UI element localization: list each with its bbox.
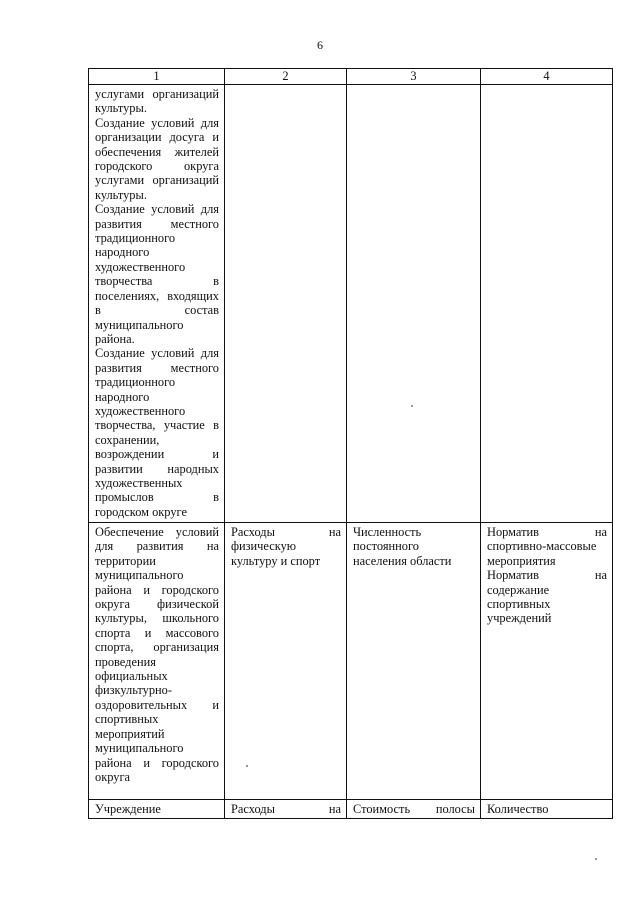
cost-cell: [347, 800, 481, 819]
scan-speck: [411, 405, 413, 407]
header-col-3: 3: [347, 69, 481, 85]
cell-text: полосы: [435, 802, 475, 816]
scan-speck: [595, 858, 597, 860]
page-number: 6: [317, 38, 323, 52]
culture-powers-cell: [89, 85, 225, 523]
cell-text: на: [328, 802, 341, 816]
table-header-row: [89, 69, 613, 85]
scan-speck: [246, 765, 248, 767]
paragraph: Норматив на спортивно-массовые мероприятия: [487, 525, 607, 568]
sport-norms-cell: [481, 523, 613, 800]
empty-cell: [481, 85, 613, 523]
cell-text: Стоимость: [353, 802, 411, 816]
population-indicator-cell: Численность постоянного населения области: [347, 523, 481, 800]
table-row: [89, 800, 613, 819]
empty-cell: [347, 85, 481, 523]
quantity-cell: Количество: [481, 800, 613, 819]
paragraph: Создание условий для организации досуга и обеспечения жителей городского округа услугами организаций культуры.: [95, 115, 219, 202]
paragraph: Создание условий для развития местного традиционного народного художественного творчества в поселениях, входящих в состав муниципального района.: [95, 202, 219, 346]
table-row: [89, 523, 613, 800]
empty-cell: [225, 85, 347, 523]
institution-cell: Учреждение: [89, 800, 225, 819]
paragraph: Создание условий для развития местного традиционного народного художественного творчества, участие в сохранении, возрождении и развитии народных художественных промыслов в городском округе: [95, 346, 219, 519]
sport-expenses-cell: Расходы на физическую культуру и спорт: [225, 523, 347, 800]
sport-powers-cell: Обеспечение условий для развития на территории муниципального района и городского округа физической культуры, школьного спорта и массового спорта, организация проведения официальных физкультурно-оздоровительных и спортивных мероприятий муниципального района и городского округа: [89, 523, 225, 800]
header-col-2: 2: [225, 69, 347, 85]
cell-text: Расходы: [231, 802, 275, 816]
header-col-1: 1: [89, 69, 225, 85]
paragraph: Норматив на содержание спортивных учреждений: [487, 568, 607, 626]
table-row: [89, 85, 613, 523]
paragraph: услугами организаций культуры.: [95, 87, 219, 116]
header-col-4: 4: [481, 69, 613, 85]
budget-table: [88, 68, 613, 819]
expenses-cell: [225, 800, 347, 819]
